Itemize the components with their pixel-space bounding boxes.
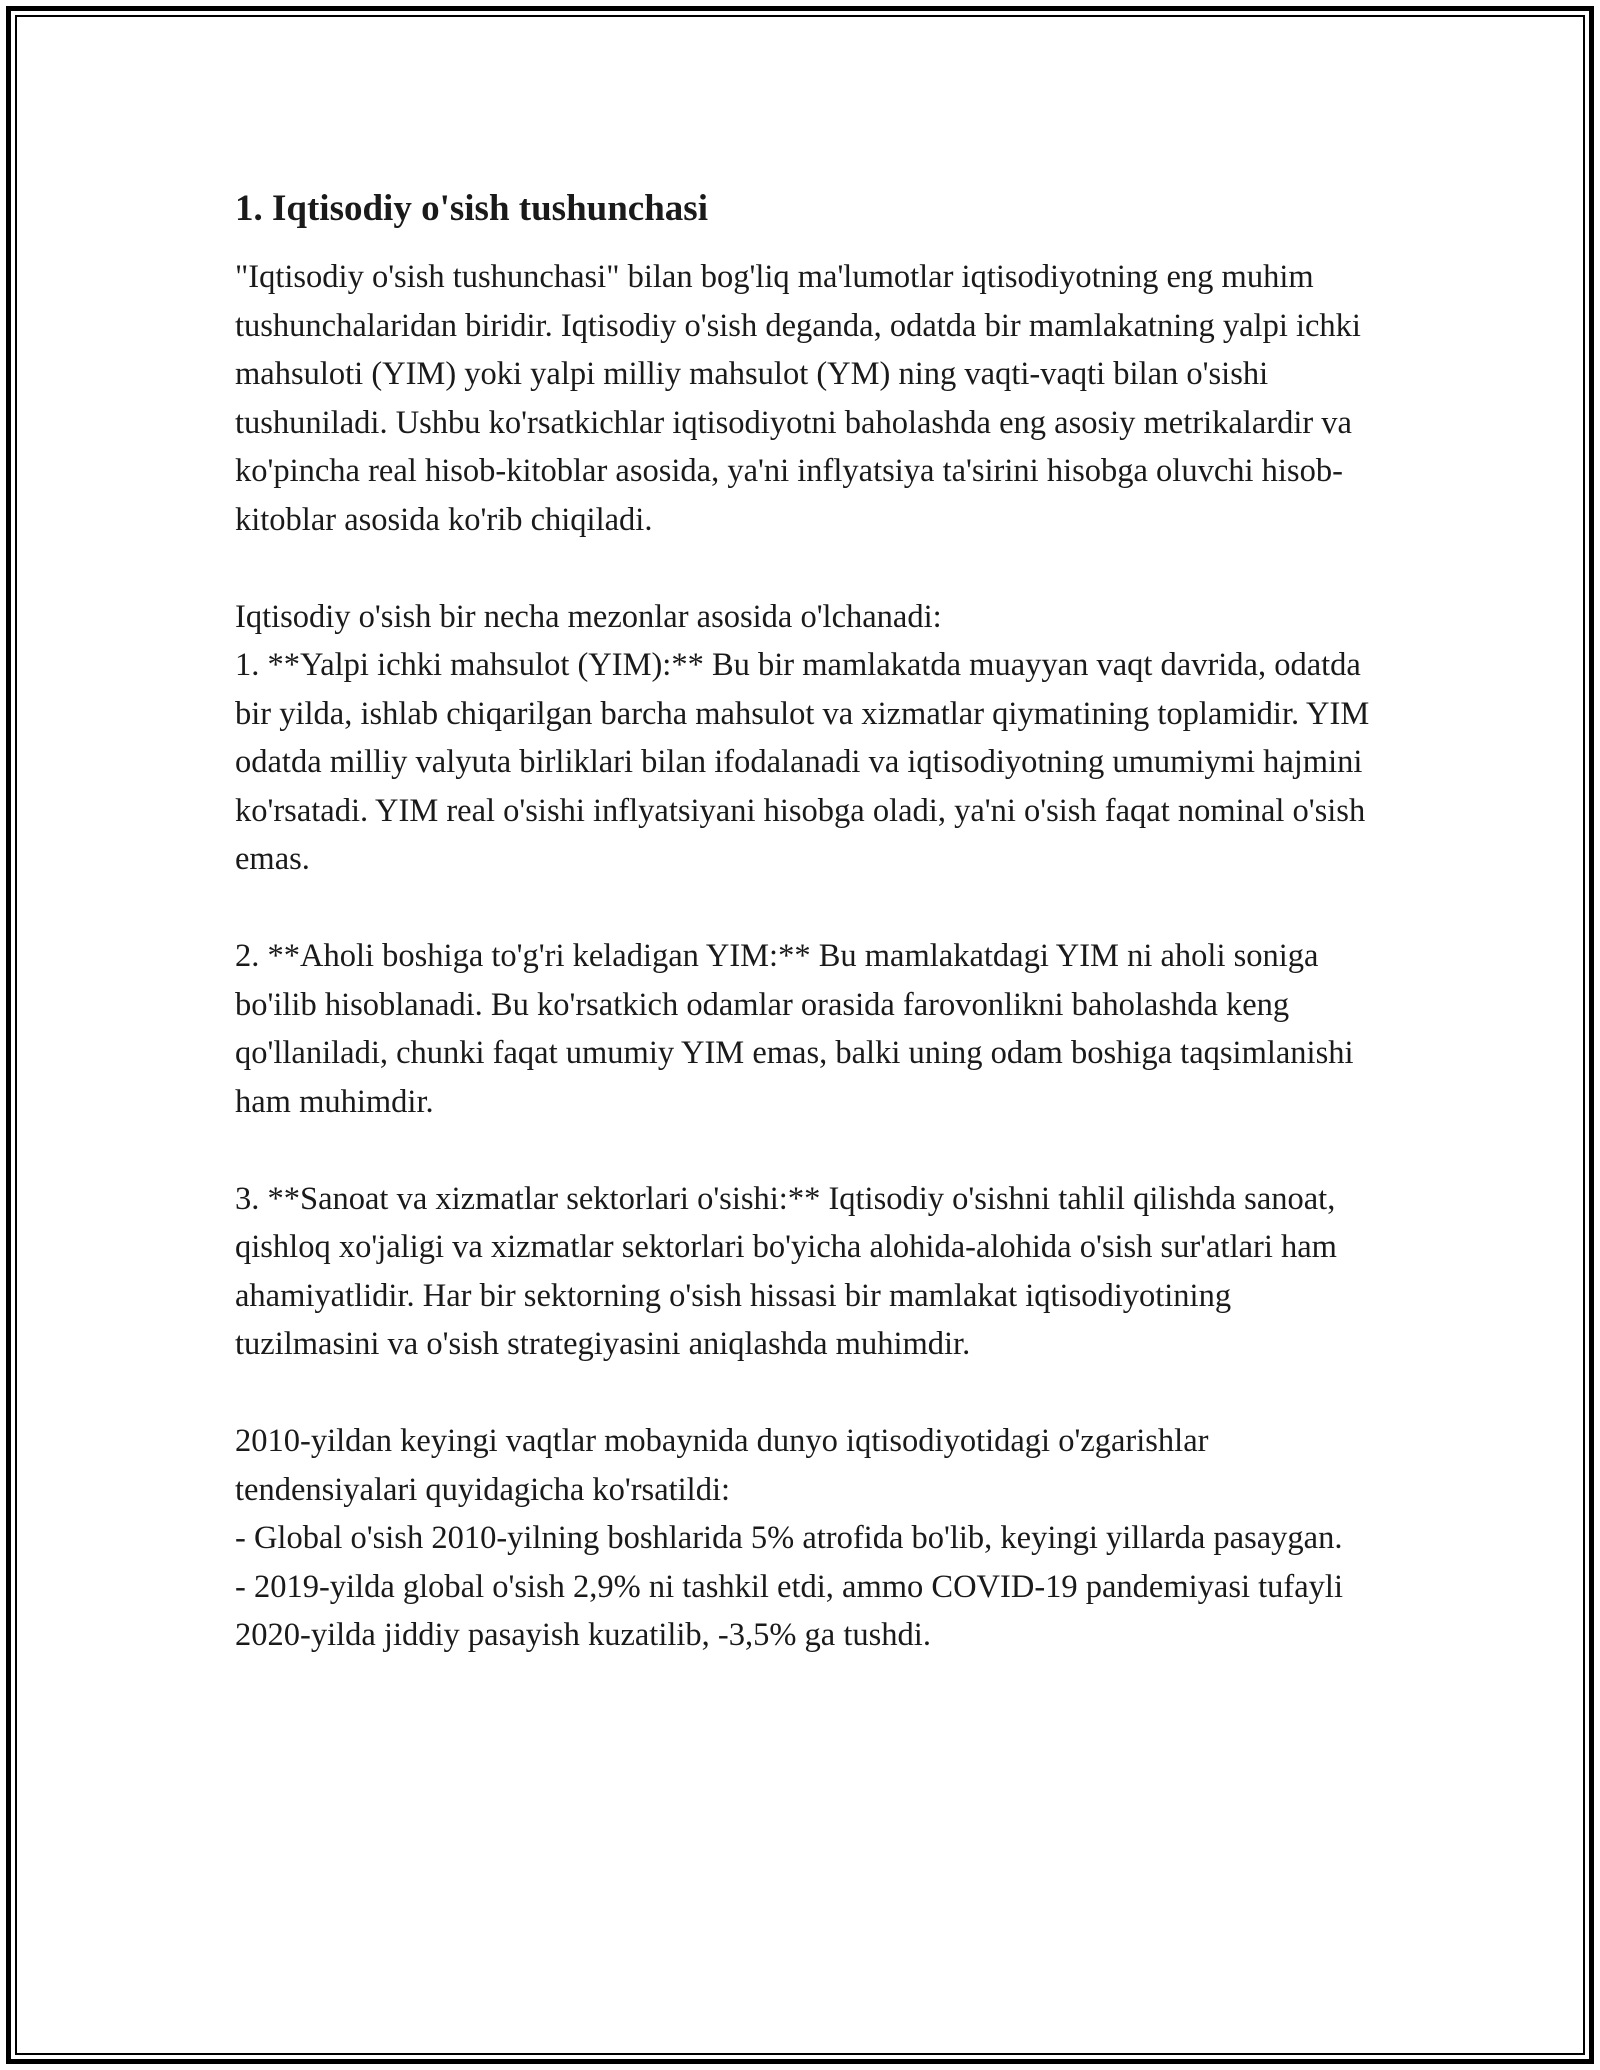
intro-paragraph: "Iqtisodiy o'sish tushunchasi" bilan bog'liq ma'lumotlar iqtisodiyotning eng muhim tushunchalaridan biridir. Iqtisodiy o'sish deganda, odatda bir mamlakatning yalpi ichki mahsuloti (YIM) yoki yalpi milliy mahsulot (YM) ning vaqti-vaqti bilan o'sishi tushuniladi. Ushbu ko'rsatkichlar iqtisodiyotni baholashda eng asosiy metrikalardir va ko'pincha real hisob-kitoblar asosida, ya'ni inflyatsiya ta'sirini hisobga oluvchi hisob-kitoblar asosida ko'rib chiqiladi. [235, 259, 1361, 538]
criteria-item-3: 3. **Sanoat va xizmatlar sektorlari o'sishi:** Iqtisodiy o'sishni tahlil qilishda sanoat, qishloq xo'jaligi va xizmatlar sektorlari bo'yicha alohida-alohida o'sish sur'atlari ham ahamiyatlidir. Har bir sektorning o'sish hissasi bir mamlakat iqtisodiyotining tuzilmasini va o'sish strategiyasini aniqlashda muhimdir. [235, 1180, 1337, 1362]
paragraph-spacer [235, 884, 1375, 933]
criteria-intro-line: Iqtisodiy o'sish bir necha mezonlar asosida o'lchanadi: [235, 598, 942, 635]
criteria-item-2: 2. **Aholi boshiga to'g'ri keladigan YIM:** Bu mamlakatdagi YIM ni aholi soniga bo'ilib hisoblanadi. Bu ko'rsatkich odamlar orasida farovonlikni baholashda keng qo'llaniladi, chunki faqat umumiy YIM emas, balki uning odam boshiga taqsimlanishi ham muhimdir. [235, 938, 1354, 1120]
paragraph-spacer [235, 544, 1375, 593]
section-heading: 1. Iqtisodiy o'sish tushunchasi [235, 188, 708, 229]
document-body [235, 185, 1375, 1660]
paragraph-spacer [235, 1369, 1375, 1418]
trend-item-1: - Global o'sish 2010-yilning boshlarida 5% atrofida bo'lib, keyingi yillarda pasaygan. [235, 1520, 1343, 1556]
paragraph-spacer [235, 1126, 1375, 1175]
criteria-item-1: 1. **Yalpi ichki mahsulot (YIM):** Bu bir mamlakatda muayyan vaqt davrida, odatda bir yilda, ishlab chiqarilgan barcha mahsulot va xizmatlar qiymatining toplamidir. YIM odatda milliy valyuta birliklari bilan ifodalanadi va iqtisodiyotning umumiymi hajmini ko'rsatadi. YIM real o'sishi inflyatsiyani hisobga oladi, ya'ni o'sish faqat nominal o'sish emas. [235, 647, 1370, 877]
trends-intro-line: 2010-yildan keyingi vaqtlar mobaynida dunyo iqtisodiyotidagi o'zgarishlar tendensiyalari quyidagicha ko'rsatildi: [235, 1423, 1209, 1508]
trend-item-2: - 2019-yilda global o'sish 2,9% ni tashkil etdi, ammo COVID-19 pandemiyasi tufayli 2020-yilda jiddiy pasayish kuzatilib, -3,5% ga tushdi. [235, 1568, 1343, 1653]
